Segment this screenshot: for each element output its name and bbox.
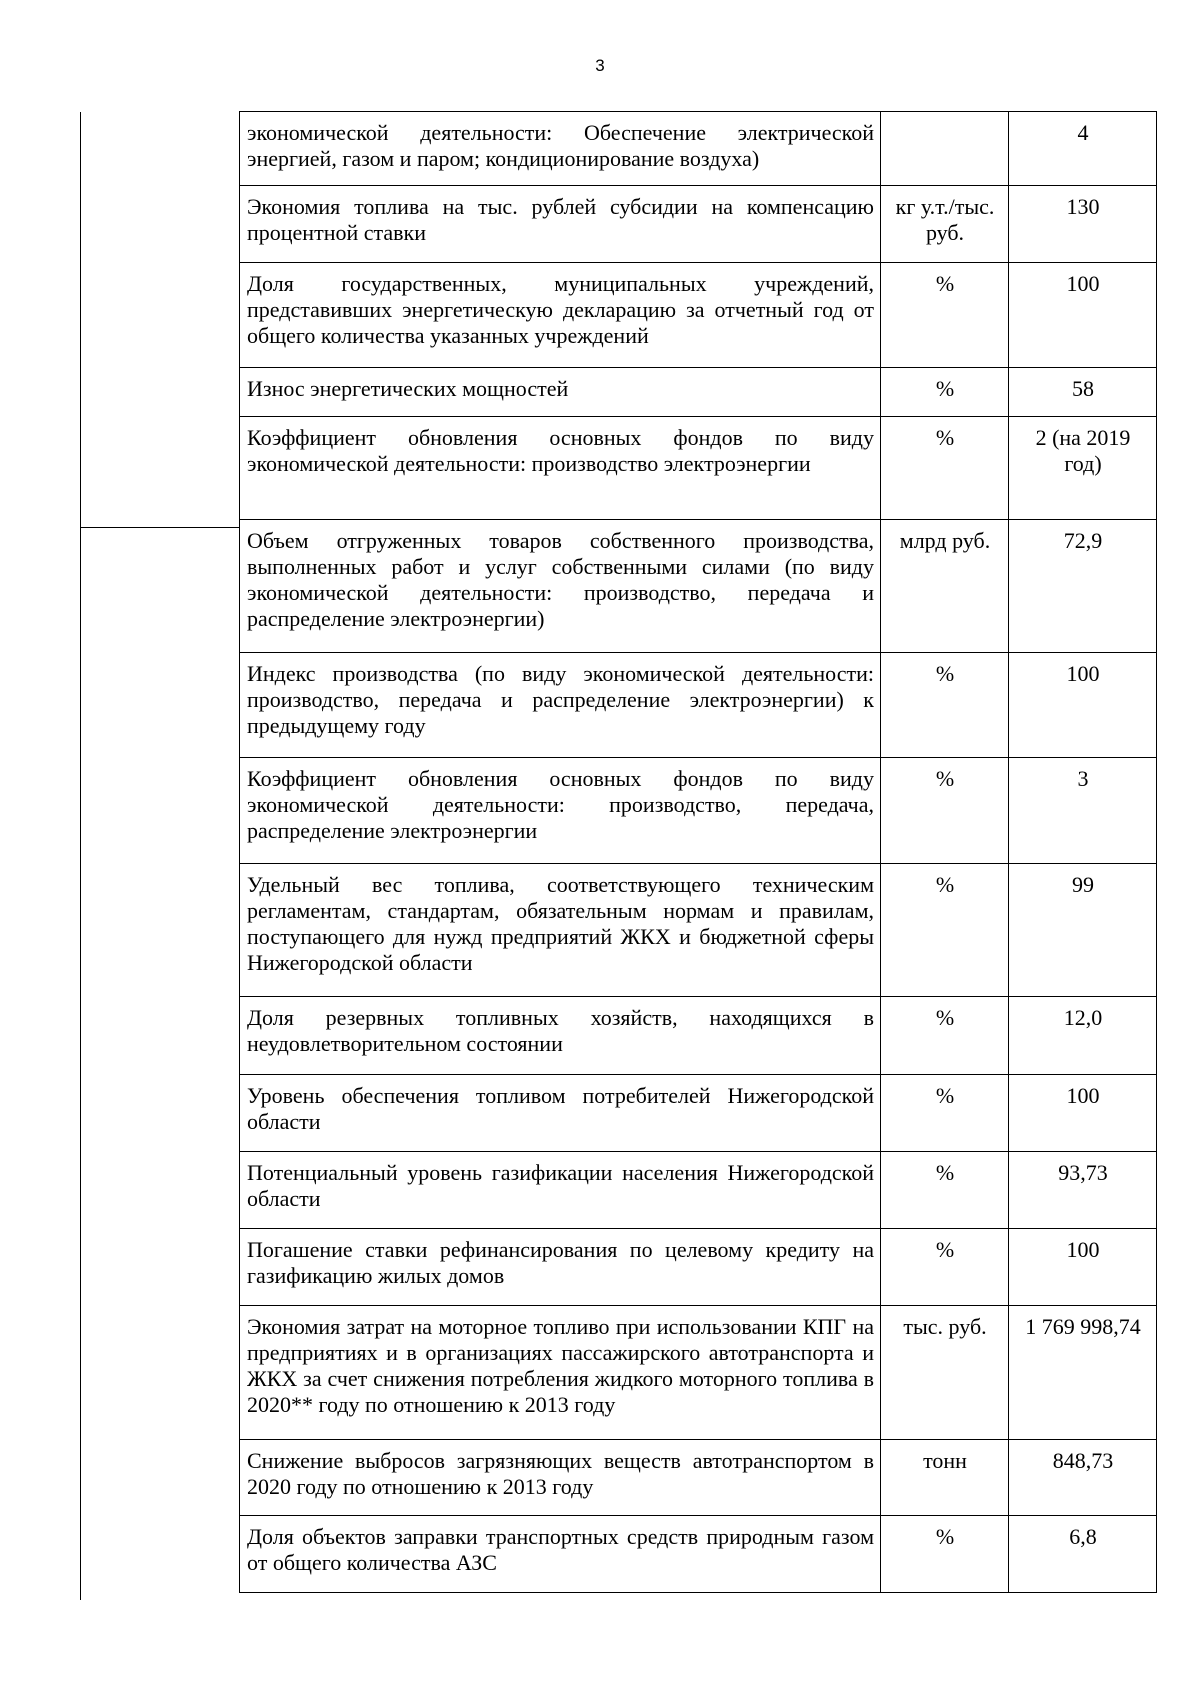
indicator-unit: % (881, 1075, 1009, 1152)
indicator-value: 6,8 (1009, 1516, 1157, 1593)
indicator-value: 72,9 (1009, 520, 1157, 653)
indicator-unit: кг у.т./тыс. руб. (881, 186, 1009, 263)
table-row (240, 997, 1157, 1075)
indicator-name: Коэффициент обновления основных фондов по виду экономической деятельности: производство электроэнергии (240, 417, 881, 520)
table-row (240, 520, 1157, 653)
table-row (240, 758, 1157, 864)
indicator-name: Объем отгруженных товаров собственного производства, выполненных работ и услуг собственными силами (по виду экономической деятельности: производство, передача и распределение электроэнергии) (240, 520, 881, 653)
indicators-table (239, 111, 1157, 1593)
indicator-name: Погашение ставки рефинансирования по целевому кредиту на газификацию жилых домов (240, 1229, 881, 1306)
table-row (240, 1440, 1157, 1516)
indicator-value: 100 (1009, 1075, 1157, 1152)
table-row (240, 368, 1157, 417)
table-row (240, 263, 1157, 368)
left-column-rule (80, 112, 81, 1600)
indicator-unit: % (881, 1229, 1009, 1306)
indicator-value: 2 (на 2019 год) (1009, 417, 1157, 520)
indicator-value: 100 (1009, 263, 1157, 368)
table-row (240, 1229, 1157, 1306)
section-divider (80, 527, 240, 528)
indicator-name: Индекс производства (по виду экономической деятельности: производство, передача и распределение электроэнергии) к предыдущему году (240, 653, 881, 758)
indicator-name: Потенциальный уровень газификации населения Нижегородской области (240, 1152, 881, 1229)
indicator-unit: млрд руб. (881, 520, 1009, 653)
table-row (240, 417, 1157, 520)
indicator-name: Доля государственных, муниципальных учреждений, представивших энергетическую декларацию за отчетный год от общего количества указанных учреждений (240, 263, 881, 368)
indicator-value: 100 (1009, 653, 1157, 758)
page-number: 3 (595, 56, 605, 75)
indicator-value: 130 (1009, 186, 1157, 263)
indicator-name: Экономия топлива на тыс. рублей субсидии на компенсацию процентной ставки (240, 186, 881, 263)
table-row (240, 1306, 1157, 1440)
table-row (240, 864, 1157, 997)
table-row (240, 1075, 1157, 1152)
indicator-name: Доля объектов заправки транспортных средств природным газом от общего количества АЗС (240, 1516, 881, 1593)
indicator-name: Уровень обеспечения топливом потребителей Нижегородской области (240, 1075, 881, 1152)
table-row (240, 653, 1157, 758)
indicator-unit: % (881, 417, 1009, 520)
indicator-value: 99 (1009, 864, 1157, 997)
indicator-value: 100 (1009, 1229, 1157, 1306)
indicator-value: 4 (1009, 112, 1157, 186)
table-row (240, 112, 1157, 186)
indicator-name: Экономия затрат на моторное топливо при использовании КПГ на предприятиях и в организациях пассажирского автотранспорта и ЖКХ за счет снижения потребления жидкого моторного топлива в 2020** году по отношению к 2013 году (240, 1306, 881, 1440)
indicator-value: 93,73 (1009, 1152, 1157, 1229)
indicator-value: 848,73 (1009, 1440, 1157, 1516)
table-row (240, 1516, 1157, 1593)
indicator-name: экономической деятельности: Обеспечение электрической энергией, газом и паром; кондиционирование воздуха) (240, 112, 881, 186)
indicator-unit (881, 112, 1009, 186)
indicator-unit: % (881, 864, 1009, 997)
indicator-value: 58 (1009, 368, 1157, 417)
indicator-value: 1 769 998,74 (1009, 1306, 1157, 1440)
indicator-unit: % (881, 653, 1009, 758)
indicator-name: Износ энергетических мощностей (240, 368, 881, 417)
table-row (240, 186, 1157, 263)
indicator-unit: % (881, 1152, 1009, 1229)
indicator-unit: % (881, 758, 1009, 864)
table-row (240, 1152, 1157, 1229)
indicator-value: 3 (1009, 758, 1157, 864)
indicator-unit: % (881, 997, 1009, 1075)
indicator-name: Удельный вес топлива, соответствующего техническим регламентам, стандартам, обязательным нормам и правилам, поступающего для нужд предприятий ЖКХ и бюджетной сферы Нижегородской области (240, 864, 881, 997)
indicator-name: Доля резервных топливных хозяйств, находящихся в неудовлетворительном состоянии (240, 997, 881, 1075)
indicator-value: 12,0 (1009, 997, 1157, 1075)
indicator-unit: тонн (881, 1440, 1009, 1516)
indicator-unit: % (881, 368, 1009, 417)
indicator-name: Коэффициент обновления основных фондов по виду экономической деятельности: производство, передача, распределение электроэнергии (240, 758, 881, 864)
indicator-name: Снижение выбросов загрязняющих веществ автотранспортом в 2020 году по отношению к 2013 году (240, 1440, 881, 1516)
indicator-unit: тыс. руб. (881, 1306, 1009, 1440)
indicator-unit: % (881, 263, 1009, 368)
indicator-unit: % (881, 1516, 1009, 1593)
